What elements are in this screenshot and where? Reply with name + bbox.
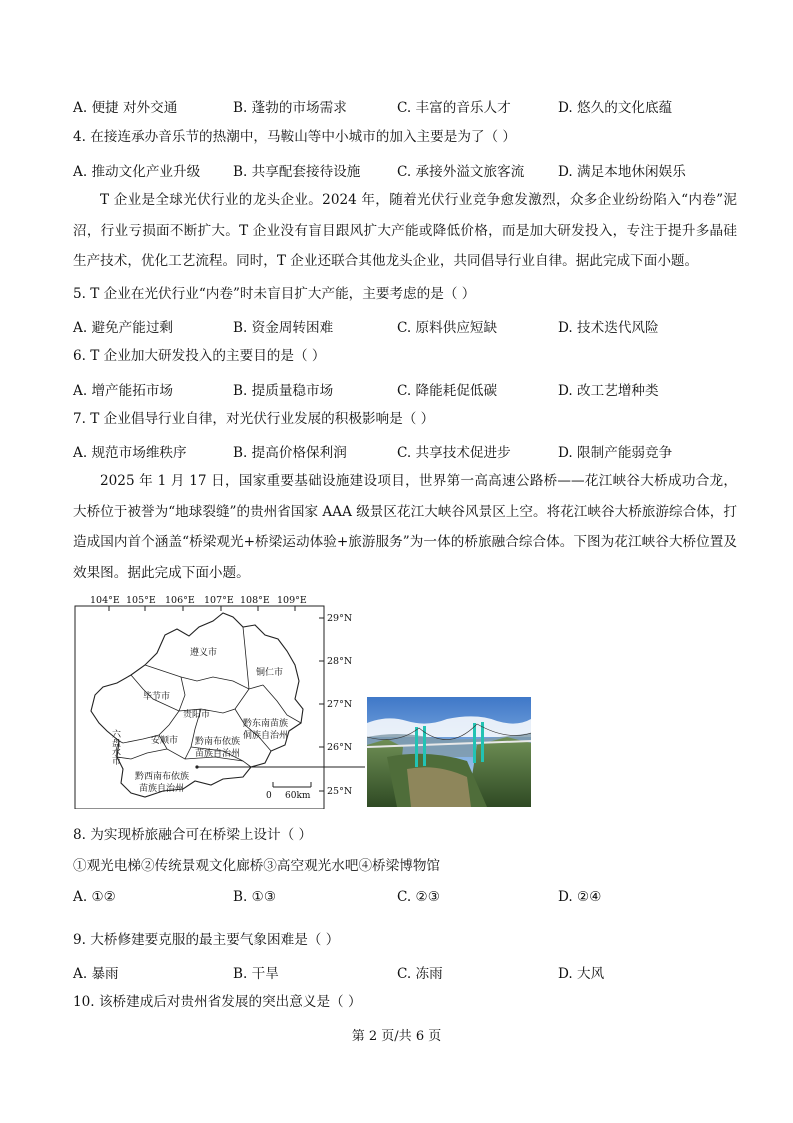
place-labels [110, 646, 288, 794]
q8-stem: 8. 为实现桥旅融合可在桥梁上设计（ ） [73, 827, 313, 843]
lat-label: 25°N [327, 786, 353, 797]
q9-option-a: A. 暴雨 [73, 966, 119, 982]
lat-label: 29°N [327, 613, 353, 624]
lat-label: 26°N [327, 742, 353, 753]
q8-option-a: A. ①② [73, 889, 116, 905]
q8-choices: ①观光电梯②传统景观文化廊桥③高空观光水吧④桥梁博物馆 [73, 858, 441, 874]
q10-stem: 10. 该桥建成后对贵州省发展的突出意义是（ ） [73, 994, 362, 1010]
lat-label: 28°N [327, 656, 353, 667]
q7-option-d: D. 限制产能弱竞争 [558, 445, 673, 461]
place-guiyang: 贵阳市 [183, 710, 211, 720]
q7-stem: 7. T 企业倡导行业自律，对光伏行业发展的积极影响是（ ） [73, 411, 435, 427]
q5-option-c: C. 原料供应短缺 [397, 320, 498, 336]
q8-option-c: C. ②③ [397, 889, 440, 905]
scale-zero: 0 [266, 791, 272, 801]
passage-1-text: T 企业是全球光伏行业的龙头企业。2024 年，随着光伏行业竞争愈发激烈，众多企业纷纷陷入“内卷”泥沼，行业亏损面不断扩大。T 企业没有盲目跟风扩大产能或降低价格，而是加大研发投入，专注于提升多晶硅生产技术，优化工艺流程。同时，T 企业还联合其他龙头企业，共同倡导行业自律。据此完成下面小题。 [73, 192, 737, 269]
lon-label: 106°E [165, 595, 195, 606]
q6-option-b: B. 提质量稳市场 [233, 383, 334, 399]
q5-option-b: B. 资金周转困难 [233, 320, 334, 336]
scale-bar [266, 782, 311, 801]
lon-label: 108°E [240, 595, 270, 606]
q4-option-d: D. 满足本地休闲娱乐 [558, 164, 686, 180]
lon-ticks [109, 606, 295, 611]
place-qiandongnan-1: 黔东南苗族 [243, 719, 289, 729]
place-zunyi: 遵义市 [190, 648, 218, 658]
place-tongren: 铜仁市 [256, 668, 284, 678]
page-footer: 第 2 页/共 6 页 [351, 1029, 442, 1044]
q5-option-d: D. 技术迭代风险 [558, 320, 659, 336]
q9-options [73, 962, 733, 980]
scale-label: 60km [285, 791, 311, 801]
place-qianxinan-2: 苗族自治州 [139, 784, 185, 794]
q5-stem: 5. T 企业在光伏行业“内卷”时未盲目扩大产能，主要考虑的是（ ） [73, 286, 476, 302]
lon-label: 105°E [126, 595, 156, 606]
lon-label: 107°E [204, 595, 234, 606]
q6-option-d: D. 改工艺增种类 [558, 383, 659, 399]
q4-options [73, 160, 733, 178]
latitude-labels [327, 613, 352, 797]
province-outline [91, 613, 303, 797]
q7-options [73, 441, 733, 459]
q3-option-c: C. 丰富的音乐人才 [397, 100, 511, 116]
q4-option-b: B. 共享配套接待设施 [233, 164, 361, 180]
q7-option-b: B. 提高价格保利润 [233, 445, 347, 461]
lat-ticks [319, 618, 324, 791]
q6-options [73, 379, 733, 397]
q9-stem: 9. 大桥修建要克服的最主要气象困难是（ ） [73, 932, 340, 948]
lat-label: 27°N [327, 699, 353, 710]
place-qiannan-2: 苗族自治州 [195, 749, 241, 759]
bridge-effect-photo [367, 697, 531, 807]
q3-option-a: A. 便捷 对外交通 [73, 100, 178, 116]
map-frame [75, 606, 324, 809]
q4-stem: 4. 在接连承办音乐节的热潮中，马鞍山等中小城市的加入主要是为了（ ） [73, 129, 517, 145]
q6-stem: 6. T 企业加大研发投入的主要目的是（ ） [73, 348, 326, 364]
q3-option-d: D. 悠久的文化底蕴 [558, 100, 673, 116]
q8-option-d: D. ②④ [558, 889, 602, 905]
q3-options [73, 96, 733, 114]
place-bijie: 毕节市 [143, 692, 171, 702]
q7-option-c: C. 共享技术促进步 [397, 445, 511, 461]
place-anshun: 安顺市 [151, 736, 179, 746]
q9-option-c: C. 冻雨 [397, 966, 443, 982]
q6-option-c: C. 降能耗促低碳 [397, 383, 498, 399]
place-liupanshui: 六盘水市 [110, 729, 120, 765]
q5-option-a: A. 避免产能过剩 [73, 320, 174, 336]
q4-option-c: C. 承接外溢文旅客流 [397, 164, 525, 180]
lon-label: 104°E [90, 595, 120, 606]
place-qiandongnan-2: 侗族自治州 [243, 731, 289, 741]
longitude-labels [90, 595, 307, 606]
q6-option-a: A. 增产能拓市场 [73, 383, 174, 399]
q5-options [73, 316, 733, 334]
passage-t-enterprise [73, 185, 737, 277]
q4-option-a: A. 推动文化产业升级 [73, 164, 201, 180]
guizhou-location-map [73, 591, 365, 809]
lon-label: 109°E [277, 595, 307, 606]
q8-options [73, 889, 733, 907]
place-qianxinan-1: 黔西南布依族 [135, 772, 190, 782]
passage-huajiang-bridge [73, 466, 737, 588]
place-qiannan-1: 黔南布依族 [195, 737, 241, 747]
passage-2-text: 2025 年 1 月 17 日，国家重要基础设施建设项目，世界第一高高速公路桥——花江峡谷大桥成功合龙，大桥位于被誉为“地球裂缝”的贵州省国家 AAA 级景区花江大峡谷风景区上空。将花江峡谷大桥旅游综合体，打造成国内首个涵盖“桥梁观光+桥梁运动体验+旅游服务”为一体的桥旅融合综合体。下图为花江峡谷大桥位置及效果图。据此完成下面小题。 [73, 473, 737, 581]
q9-option-d: D. 大风 [558, 966, 605, 982]
q3-option-b: B. 蓬勃的市场需求 [233, 100, 347, 116]
q7-option-a: A. 规范市场维秩序 [73, 445, 187, 461]
q9-option-b: B. 干旱 [233, 966, 279, 982]
q8-option-b: B. ①③ [233, 889, 277, 905]
